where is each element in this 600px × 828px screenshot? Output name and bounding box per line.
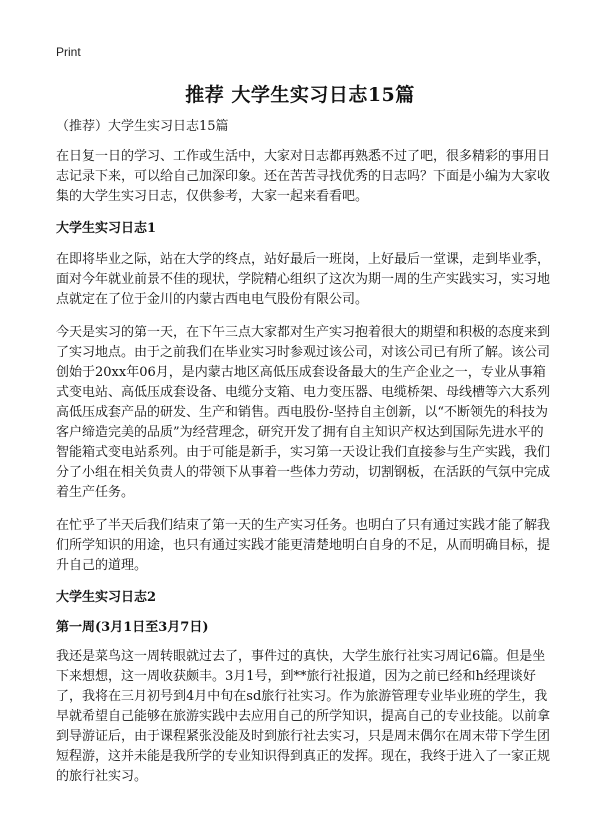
print-link[interactable]: Print xyxy=(56,45,81,59)
paragraph: 我还是菜鸟这一周转眼就过去了，事件过的真快，大学生旅行社实习周记6篇。但是坐下来想想，这一周收获颇丰。3月1号，到**旅行社报道，因为之前已经和h经理谈好了，我将在三月初号到4月中旬在sd旅行社实习。作为旅游管理专业毕业班的学生，我早就希望自己能够在旅游实践中去应用自己的所学知识，提高自己的专业技能。以前拿到导游证后，由于课程紧张没能及时到旅行社去实习，只是周末偶尔在周末带下学生团短程游，这并未能是我所学的专业知识得到真正的发挥。现在，我终于进入了一家正规的旅行社实习。 xyxy=(56,649,551,784)
week-subheading: 第一周(3月1日至3月7日) xyxy=(56,620,209,635)
paragraph: 在忙乎了半天后我们结束了第一天的生产实习任务。也明白了只有通过实践才能了解我们所学知识的用途，也只有通过实践才能更清楚地明白自身的不足，从而明确目标，提升自己的道理。 xyxy=(56,518,551,573)
paragraph: 在即将毕业之际，站在大学的终点，站好最后一班岗，上好最后一堂课，走到毕业季，面对今年就业前景不佳的现状，学院精心组织了这次为期一周的生产实践实习，实习地点就定在了位于金川的内蒙古西电电气股份有限公司。 xyxy=(56,252,551,307)
document-subtitle: （推荐）大学生实习日志15篇 xyxy=(56,119,229,134)
page-title: 推荐 大学生实习日志15篇 xyxy=(185,84,415,106)
paragraph: 今天是实习的第一天，在下午三点大家都对生产实习抱着很大的期望和积极的态度来到了实习地点。由于之前我们在毕业实习时参观过该公司，对该公司已有所了解。该公司创始于20xx年06月，是内蒙古地区高低压成套设备最大的生产企业之一，专业从事箱式变电站、高低压成套设备、电缆分支箱、电力变压器、电缆桥架、母线槽等六大系列高低压成套产品的研发、生产和销售。西电股份-坚持自主创新，以“不断领先的科技为客户缔造完美的品质”为经营理念，研究开发了拥有自主知识产权达到国际先进水平的智能箱式变电站系列。由于可能是新手，实习第一天设让我们直接参与生产实践，我们分了小组在相关负责人的带领下从事着一些体力劳动，切割钢板，在活跃的气氛中完成着生产任务。 xyxy=(56,325,551,500)
intro-paragraph: 在日复一日的学习、工作或生活中，大家对日志都再熟悉不过了吧，很多精彩的事用日志记录下来，可以给自己加深印象。还在苦苦寻找优秀的日志吗？下面是小编为大家收集的大学生实习日志，仅供参考，大家一起来看看吧。 xyxy=(56,149,551,204)
section-heading-1: 大学生实习日志1 xyxy=(56,221,157,236)
document-body xyxy=(56,118,556,800)
section-heading-2: 大学生实习日志2 xyxy=(56,590,157,605)
